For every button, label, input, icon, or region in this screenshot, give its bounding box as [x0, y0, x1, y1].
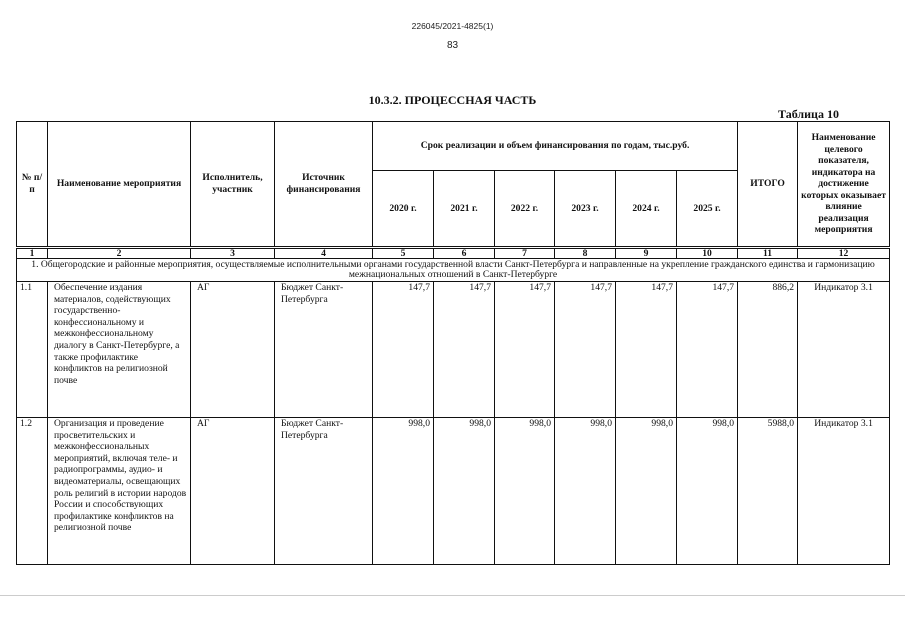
header-total: ИТОГО: [738, 122, 798, 248]
header-year-2024: 2024 г.: [616, 171, 677, 248]
column-number: 10: [677, 248, 738, 259]
row-indicator: Индикатор 3.1: [798, 282, 890, 418]
row-value-2022: 998,0: [495, 418, 555, 565]
row-value-2023: 998,0: [555, 418, 616, 565]
header-year-2021: 2021 г.: [434, 171, 495, 248]
header-num: № п/п: [17, 122, 48, 248]
column-number: 9: [616, 248, 677, 259]
row-value-2024: 998,0: [616, 418, 677, 565]
header-row-1: [17, 122, 890, 171]
header-year-2020: 2020 г.: [373, 171, 434, 248]
row-executor: АГ: [191, 418, 275, 565]
row-num: 1.2: [17, 418, 48, 565]
financing-table: [16, 121, 890, 565]
column-number-row: [17, 248, 890, 259]
row-indicator: Индикатор 3.1: [798, 418, 890, 565]
column-number: 3: [191, 248, 275, 259]
column-number: 2: [48, 248, 191, 259]
row-executor: АГ: [191, 282, 275, 418]
column-number: 5: [373, 248, 434, 259]
row-value-2024: 147,7: [616, 282, 677, 418]
header-source: Источник финансирования: [275, 122, 373, 248]
row-value-2022: 147,7: [495, 282, 555, 418]
row-source: Бюджет Санкт-Петербурга: [275, 418, 373, 565]
column-number: 4: [275, 248, 373, 259]
column-number: 12: [798, 248, 890, 259]
row-name: Обеспечение издания материалов, содействующих государственно-конфессиональному и межконфессиональному диалогу в Санкт-Петербурге, а также профилактике конфликтов на религиозной почве: [48, 282, 191, 418]
row-value-2021: 998,0: [434, 418, 495, 565]
row-value-2025: 998,0: [677, 418, 738, 565]
row-total: 5988,0: [738, 418, 798, 565]
header-year-2025: 2025 г.: [677, 171, 738, 248]
header-name: Наименование мероприятия: [48, 122, 191, 248]
header-year-2022: 2022 г.: [495, 171, 555, 248]
row-value-2021: 147,7: [434, 282, 495, 418]
section-row-text: 1. Общегородские и районные мероприятия, осуществляемые исполнительными органами государственной власти Санкт-Петербурга и направленные на укрепление гражданского единства и гармонизацию межнациональных отношений в Санкт-Петербурге: [17, 259, 890, 282]
row-value-2020: 998,0: [373, 418, 434, 565]
section-row: [17, 259, 890, 282]
page-number: 83: [446, 40, 459, 51]
header-period: Срок реализации и объем финансирования по годам, тыс.руб.: [373, 122, 738, 171]
header-indicator: Наименование целевого показателя, индикатора на достижение которых оказывает влияние реализация мероприятия: [798, 122, 890, 248]
row-total: 886,2: [738, 282, 798, 418]
document-code: 226045/2021-4825(1): [411, 21, 494, 31]
header-year-2023: 2023 г.: [555, 171, 616, 248]
page-bottom-edge: [0, 595, 905, 596]
column-number: 11: [738, 248, 798, 259]
row-value-2025: 147,7: [677, 282, 738, 418]
table-label: Таблица 10: [778, 107, 839, 121]
row-num: 1.1: [17, 282, 48, 418]
column-number: 6: [434, 248, 495, 259]
row-value-2023: 147,7: [555, 282, 616, 418]
row-value-2020: 147,7: [373, 282, 434, 418]
section-title: 10.3.2. ПРОЦЕССНАЯ ЧАСТЬ: [368, 93, 537, 107]
column-number: 8: [555, 248, 616, 259]
row-source: Бюджет Санкт-Петербурга: [275, 282, 373, 418]
table-row: [17, 418, 890, 565]
table-row: [17, 282, 890, 418]
column-number: 7: [495, 248, 555, 259]
row-name: Организация и проведение просветительских и межконфессиональных мероприятий, включая теле- и радиопрограммы, аудио- и видеоматериалы, освещающих роль религий в истории народов России и способствующих профилактике конфликтов на религиозной почве: [48, 418, 191, 565]
header-executor: Исполнитель, участник: [191, 122, 275, 248]
column-number: 1: [17, 248, 48, 259]
